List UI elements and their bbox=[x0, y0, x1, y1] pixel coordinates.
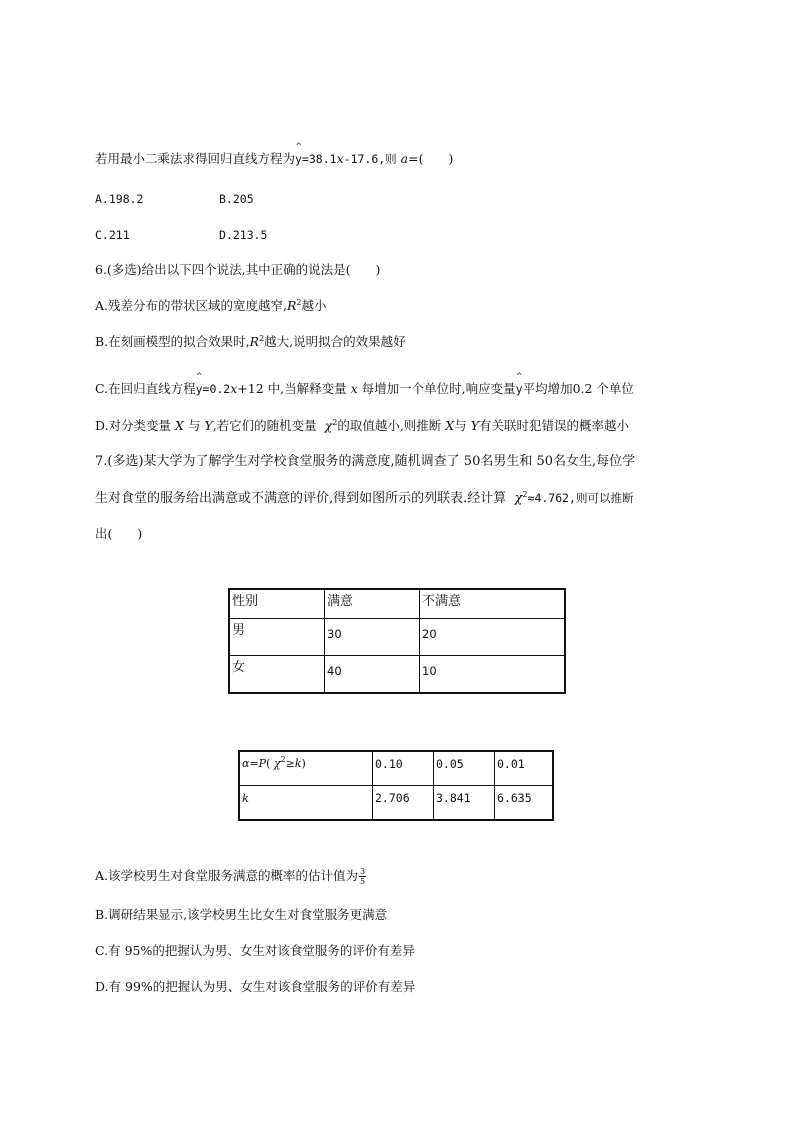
table-cell: 6.635 bbox=[495, 786, 554, 821]
q6-option-b-text: B.在刻画模型的拟合效果时, bbox=[95, 334, 250, 349]
y-hat: ^ y bbox=[196, 381, 203, 397]
var-x: x bbox=[230, 381, 238, 396]
table-cell: 40 bbox=[325, 656, 420, 694]
fraction bbox=[359, 867, 366, 886]
var-r: R bbox=[286, 298, 297, 313]
table-header-cell: 性别 bbox=[229, 589, 325, 619]
table-cell: 男 bbox=[229, 619, 325, 656]
table-row bbox=[239, 751, 553, 786]
table-row bbox=[239, 786, 553, 821]
equals-sign: = bbox=[249, 757, 259, 770]
table-cell: 10 bbox=[420, 656, 566, 694]
q6-option-c bbox=[95, 381, 634, 397]
q7-option-c: C.有 95%的把握认为男、女生对该食堂服务的评价有差异 bbox=[95, 943, 415, 958]
q5-option-d: D.213.5 bbox=[219, 228, 268, 242]
q7-option-a bbox=[95, 867, 366, 886]
q7-option-b: B.调研结果显示,该学校男生比女生对食堂服务更满意 bbox=[95, 907, 388, 922]
table-cell: k bbox=[239, 786, 373, 821]
q6-option-a bbox=[95, 298, 327, 314]
var-y-upper: Y bbox=[204, 418, 213, 433]
q5-option-c: C.211 bbox=[95, 228, 130, 242]
var-a: a bbox=[400, 151, 409, 166]
q6-stem: 6.(多选)给出以下四个说法,其中正确的说法是( ) bbox=[95, 262, 381, 277]
q7-stem-line3: 出( ) bbox=[95, 526, 143, 541]
q6-coef: =0.2 bbox=[202, 382, 231, 396]
superscript: 2 bbox=[259, 334, 265, 343]
y-hat: ^ y bbox=[295, 151, 302, 167]
table-row bbox=[229, 619, 565, 656]
q6-option-c-mid2: 每增加一个单位时,响应变量 bbox=[361, 381, 516, 396]
q6-option-a-tail: 越小 bbox=[301, 298, 327, 313]
table-header-cell: 满意 bbox=[325, 589, 420, 619]
superscript: 2 bbox=[296, 298, 302, 307]
table-cell: 20 bbox=[420, 619, 566, 656]
superscript: 2 bbox=[280, 755, 286, 764]
var-x: x bbox=[350, 381, 358, 396]
q6-option-b bbox=[95, 334, 406, 350]
connector-text: 与 bbox=[187, 418, 201, 433]
q6-option-c-text: C.在回归直线方程 bbox=[95, 381, 196, 396]
table-cell: 0.10 bbox=[373, 751, 434, 786]
q5-blank: =( ) bbox=[408, 151, 454, 166]
alpha-symbol: α bbox=[242, 757, 250, 770]
table-header-cell: 不满意 bbox=[420, 589, 566, 619]
q7-stem-line1: 7.(多选)某大学为了解学生对学校食堂服务的满意度,随机调查了 50名男生和 50名女生,每位学 bbox=[95, 454, 636, 469]
paren: ) bbox=[301, 757, 306, 770]
q6-option-c-tail: 平均增加0.2 个单位 bbox=[522, 381, 634, 396]
q7-option-a-text: A.该学校男生对食堂服务满意的概率的估计值为 bbox=[95, 868, 359, 883]
var-k: k bbox=[294, 757, 302, 770]
q5-stem bbox=[95, 151, 453, 167]
q7-stem-text: 生对食堂的服务给出满意或不满意的评价,得到如图所示的列联表.经计算 bbox=[95, 491, 507, 506]
superscript: 2 bbox=[332, 418, 338, 427]
table-cell: 2.706 bbox=[373, 786, 434, 821]
chi-symbol: χ bbox=[324, 418, 333, 433]
q6-option-d-text: D.对分类变量 bbox=[95, 418, 172, 433]
q5-stem-text: 若用最小二乘法求得回归直线方程为 bbox=[95, 151, 296, 166]
q5-coef: =38.1 bbox=[301, 152, 337, 166]
table-row bbox=[229, 656, 565, 694]
paren: ( bbox=[266, 757, 271, 770]
q7-option-d: D.有 99%的把握认为男、女生对该食堂服务的评价有差异 bbox=[95, 979, 416, 994]
q6-option-d bbox=[95, 418, 629, 434]
q5-intercept: -17.6,则 bbox=[343, 152, 397, 166]
q7-chi-value: ≈4.762,则可以推断 bbox=[527, 491, 634, 505]
numerator: 3 bbox=[360, 867, 366, 876]
chi-symbol: χ bbox=[514, 491, 523, 506]
table-cell: 0.01 bbox=[495, 751, 554, 786]
q7-stem-line2 bbox=[95, 490, 633, 507]
q6-option-d-mid: ,若它们的随机变量 bbox=[212, 418, 317, 433]
q6-option-c-mid: +12 中,当解释变量 bbox=[237, 381, 347, 396]
q6-option-d-tail: 有关联时犯错误的概率越小 bbox=[478, 418, 629, 433]
critical-value-table bbox=[238, 750, 554, 821]
table-cell: 0.05 bbox=[434, 751, 495, 786]
var-x-upper: X bbox=[445, 418, 455, 433]
var-p: P bbox=[258, 757, 267, 770]
var-r: R bbox=[249, 334, 260, 349]
q6-option-a-text: A.残差分布的带状区域的宽度越窄, bbox=[95, 298, 287, 313]
connector-text: 与 bbox=[454, 418, 467, 433]
chi-symbol: χ bbox=[273, 757, 281, 770]
var-y-upper: Y bbox=[470, 418, 479, 433]
y-hat: ^ y bbox=[516, 381, 523, 397]
q5-option-a: A.198.2 bbox=[95, 192, 144, 206]
superscript: 2 bbox=[522, 490, 528, 499]
q6-option-b-tail: 越大,说明拟合的效果越好 bbox=[264, 334, 406, 349]
table-cell: 30 bbox=[325, 619, 420, 656]
denominator: 5 bbox=[360, 877, 366, 886]
var-x-upper: X bbox=[175, 418, 184, 433]
q5-option-b: B.205 bbox=[219, 192, 254, 206]
ge-sign: ≥ bbox=[285, 757, 295, 770]
var-x: x bbox=[336, 151, 344, 166]
table-cell: 3.841 bbox=[434, 786, 495, 821]
q6-option-d-mid2: 的取值越小,则推断 bbox=[337, 418, 442, 433]
table-row bbox=[229, 589, 565, 619]
table-cell: 女 bbox=[229, 656, 325, 694]
table-cell-formula bbox=[239, 751, 373, 786]
contingency-table bbox=[228, 588, 566, 694]
